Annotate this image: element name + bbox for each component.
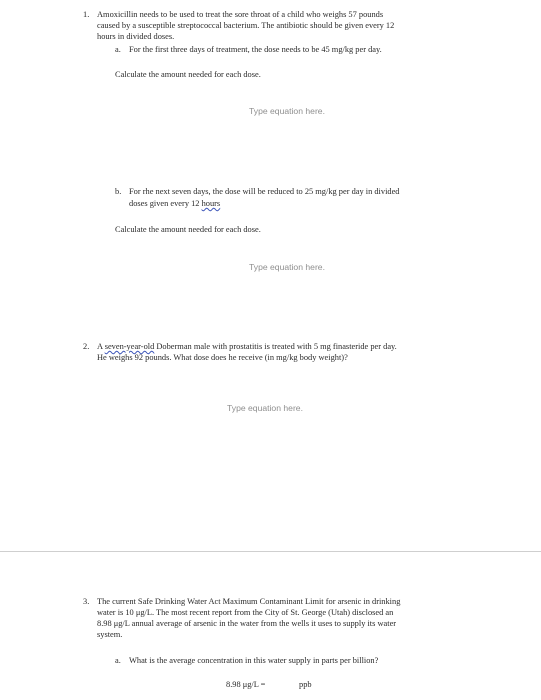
question-1a-text: For the first three days of treatment, the dose needs to be 45 mg/kg per day. — [129, 45, 382, 54]
question-1-line-3: hours in divided doses. — [97, 32, 175, 41]
question-3-line-3: 8.98 μg/L annual average of arsenic in the water from the wells it uses to supply its water — [97, 619, 397, 628]
question-1b-line-2-text: doses given every 12 — [129, 199, 202, 208]
question-1b-equation-field[interactable]: Type equation here. — [249, 262, 325, 272]
question-1b-line-2 — [129, 199, 220, 210]
question-1-line-1: Amoxicillin needs to be used to treat the sore throat of a child who weighs 57 pounds — [97, 10, 384, 19]
question-1b-letter: b. — [115, 187, 122, 196]
question-1b-line-1: For rhe next seven days, the dose will be reduced to 25 mg/kg per day in divided — [129, 187, 400, 196]
question-3a-text: What is the average concentration in this water supply in parts per billion? — [129, 656, 379, 665]
question-2-line-1-start: A — [97, 342, 105, 351]
question-3a-letter: a. — [115, 656, 121, 665]
question-3-number: 3. — [83, 597, 90, 606]
question-2-line-2: He weighs 92 pounds. What dose does he receive (in mg/kg body weight)? — [97, 353, 348, 362]
question-1-line-2: caused by a susceptible streptococcal bacterium. The antibiotic should be given every 12 — [97, 21, 395, 30]
question-3a-unit: ppb — [299, 680, 312, 689]
question-1a-letter: a. — [115, 45, 121, 54]
grammar-flagged-phrase[interactable]: seven-year-old — [104, 342, 155, 351]
spellcheck-flagged-word[interactable]: hours — [201, 199, 221, 208]
question-3a-equation[interactable]: 8.98 μg/L = — [226, 680, 266, 689]
page-break — [0, 551, 541, 552]
question-2-equation-field[interactable]: Type equation here. — [227, 403, 303, 413]
question-2-number: 2. — [83, 342, 90, 351]
question-2-line-1-rest: Doberman male with prostatitis is treated with 5 mg finasteride per day. — [154, 342, 397, 351]
question-1a-equation-field[interactable]: Type equation here. — [249, 106, 325, 116]
question-1a-prompt: Calculate the amount needed for each dose. — [115, 70, 261, 79]
question-1b-prompt: Calculate the amount needed for each dose. — [115, 225, 261, 234]
question-2-line-1 — [97, 342, 397, 353]
question-3-line-4: system. — [97, 630, 123, 639]
question-1-number: 1. — [83, 10, 90, 19]
question-3-line-2: water is 10 μg/L. The most recent report from the City of St. George (Utah) disclosed an — [97, 608, 394, 617]
question-3-line-1: The current Safe Drinking Water Act Maximum Contaminant Limit for arsenic in drinking — [97, 597, 401, 606]
